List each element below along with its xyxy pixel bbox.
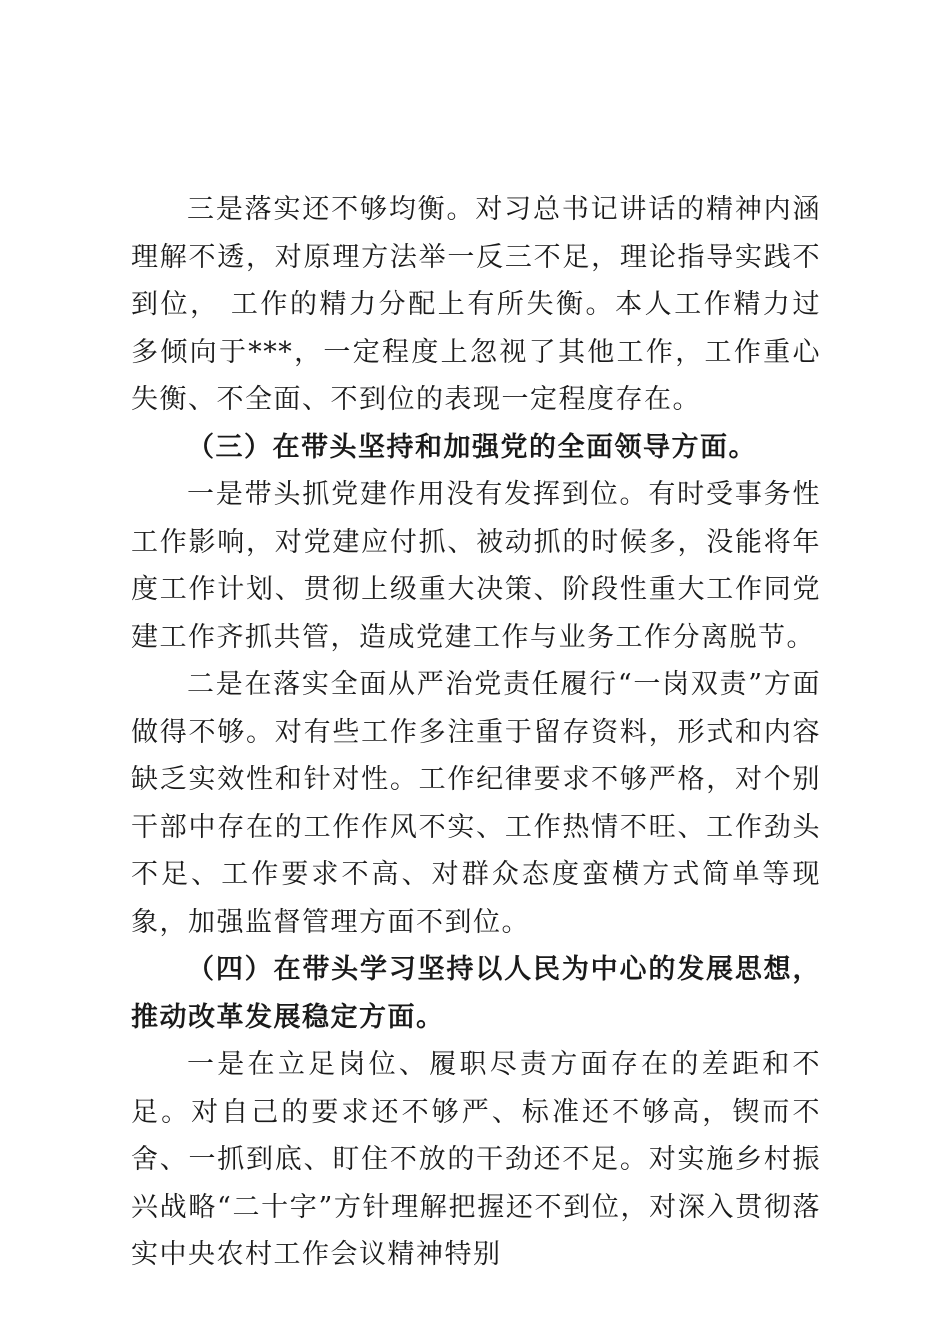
document-body: [131, 186, 821, 1279]
section-heading-3: （三）在带头坚持和加强党的全面领导方面。: [187, 431, 757, 463]
section-heading-4: （四）在带头学习坚持以人民为中心的发展思想，推动改革发展稳定方面。: [131, 954, 821, 1033]
paragraph-strict-governance: 二是在落实全面从严治党责任履行“一岗双责”方面做得不够。对有些工作多注重于留存资料，形式和内容缺乏实效性和针对性。工作纪律要求不够严格，对个别干部中存在的工作作风不实、工作热情不旺、工作劲头不足、工作要求不高、对群众态度蛮横方式简单等现象，加强监督管理方面不到位。: [131, 669, 821, 938]
paragraph-duty-gaps: 一是在立足岗位、履职尽责方面存在的差距和不足。对自己的要求还不够严、标准还不够高，锲而不舍、一抓到底、盯住不放的干劲还不足。对实施乡村振兴战略“二十字”方针理解把握还不到位，对深入贯彻落实中央农村工作会议精神特别: [131, 1049, 821, 1270]
paragraph-party-building: 一是带头抓党建作用没有发挥到位。有时受事务性工作影响，对党建应付抓、被动抓的时候多，没能将年度工作计划、贯彻上级重大决策、阶段性重大工作同党建工作齐抓共管，造成党建工作与业务工作分离脱节。: [131, 479, 821, 653]
paragraph-balance: 三是落实还不够均衡。对习总书记讲话的精神内涵理解不透，对原理方法举一反三不足，理论指导实践不到位， 工作的精力分配上有所失衡。本人工作精力过多倾向于***，一定程度上忽视了其他工作，工作重心失衡、不全面、不到位的表现一定程度存在。: [131, 194, 821, 415]
